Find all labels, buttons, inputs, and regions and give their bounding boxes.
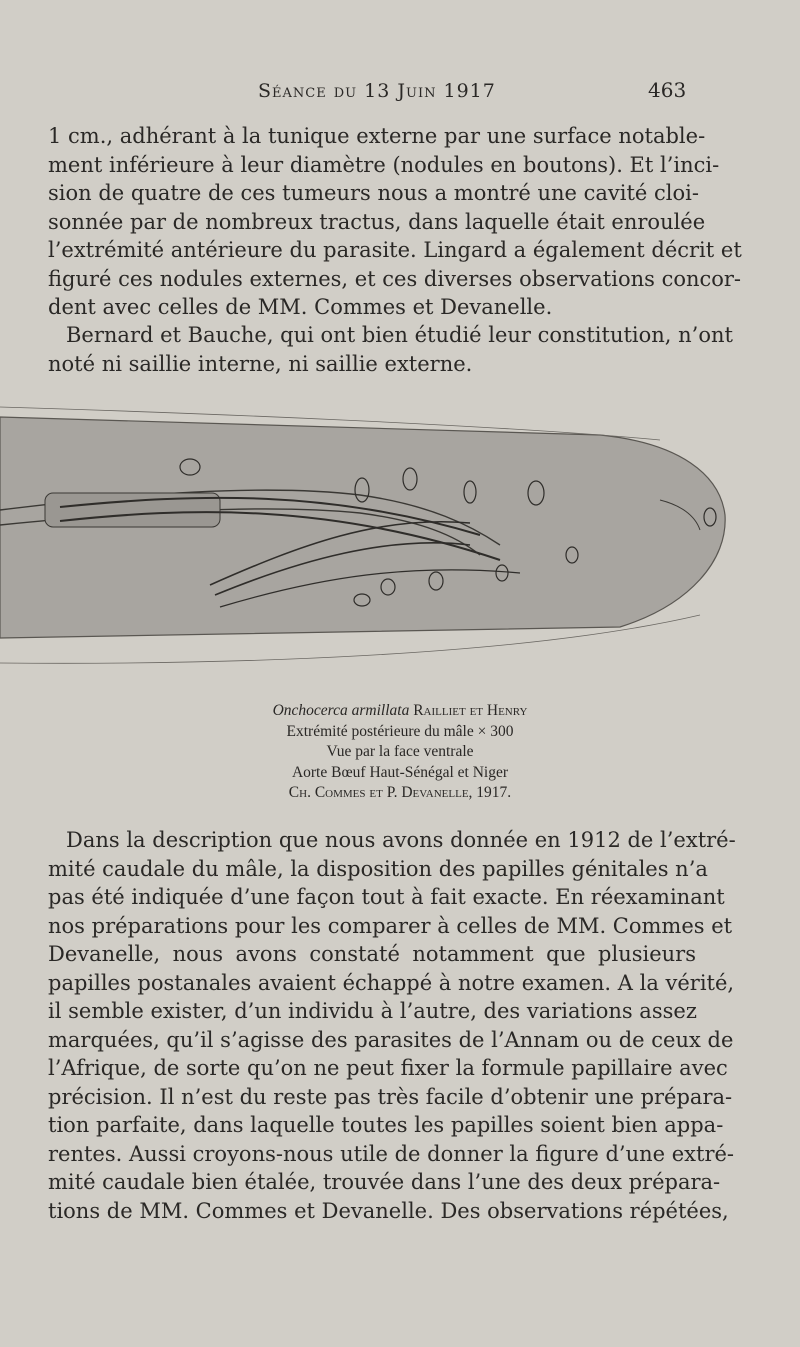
text-line: figuré ces nodules externes, et ces diverses observations concor- <box>48 266 742 291</box>
caption-line: Extrémité postérieure du mâle × 300 <box>286 722 514 740</box>
text-line: tion parfaite, dans laquelle toutes les papilles soient bien appa- <box>48 1113 724 1137</box>
caption-line: Aorte Bœuf Haut-Sénégal et Niger <box>291 763 509 781</box>
text-line: pas été indiquée d’une façon tout à fait exacte. En réexaminant <box>48 885 725 909</box>
paragraph-3 <box>48 826 736 1225</box>
text-line: marquées, qu’il s’agisse des parasites de l’Annam ou de ceux de <box>48 1027 734 1052</box>
page-header <box>0 76 800 106</box>
text-line: sion de quatre de ces tumeurs nous a montré une cavité cloi- <box>48 181 699 205</box>
running-head: Séance du 13 Juin 1917 <box>258 80 496 102</box>
text-line: nos préparations pour les comparer à celles de MM. Commes et <box>48 913 733 938</box>
species-name: Onchocerca armillata <box>272 702 410 719</box>
text-line: noté ni saillie interne, ni saillie externe. <box>48 351 473 376</box>
text-line: ment inférieure à leur diamètre (nodules en boutons). Et l’inci- <box>48 152 720 177</box>
caption-title <box>0 701 800 722</box>
text-line: l’extrémité antérieure du parasite. Lingard a également décrit et <box>48 238 742 262</box>
text-line: précision. Il n’est du reste pas très facile d’obtenir une prépara- <box>48 1084 733 1109</box>
text-line: l’Afrique, de sorte qu’on ne peut fixer la formule papillaire avec <box>48 1056 728 1080</box>
text-line: Dans la description que nous avons donnée en 1912 de l’extré- <box>66 828 736 852</box>
text-line: papilles postanales avaient échappé à notre examen. A la vérité, <box>48 970 735 995</box>
caption-credit: Ch. Commes et P. Devanelle, 1917. <box>288 784 512 801</box>
text-line: mité caudale bien étalée, trouvée dans l’une des deux prépara- <box>48 1170 721 1194</box>
text-line: 1 cm., adhérant à la tunique externe par une surface notable- <box>48 124 706 148</box>
paragraph-1 <box>48 122 742 322</box>
text-line: il semble exister, d’un individu à l’autre, des variations assez <box>48 999 697 1023</box>
text-line: rentes. Aussi croyons-nous utile de donner la figure d’une extré- <box>48 1141 735 1166</box>
species-authors: Railliet et Henry <box>413 702 528 719</box>
text-line: Devanelle, nous avons constaté notamment que plusieurs <box>48 942 696 966</box>
figure-caption <box>0 701 800 804</box>
text-line: Bernard et Bauche, qui ont bien étudié leur constitution, n’ont <box>66 323 733 347</box>
page-number: 463 <box>648 78 687 102</box>
paragraph-2 <box>48 321 733 378</box>
text-line: tions de MM. Commes et Devanelle. Des observations répétées, <box>48 1198 729 1223</box>
text-line: dent avec celles de MM. Commes et Devanelle. <box>48 295 553 319</box>
caption-line: Vue par la face ventrale <box>326 743 474 760</box>
text-line: mité caudale du mâle, la disposition des papilles génitales n’a <box>48 856 708 881</box>
text-line: sonnée par de nombreux tractus, dans laquelle était enroulée <box>48 209 706 234</box>
worm-tail-illustration <box>0 395 800 675</box>
